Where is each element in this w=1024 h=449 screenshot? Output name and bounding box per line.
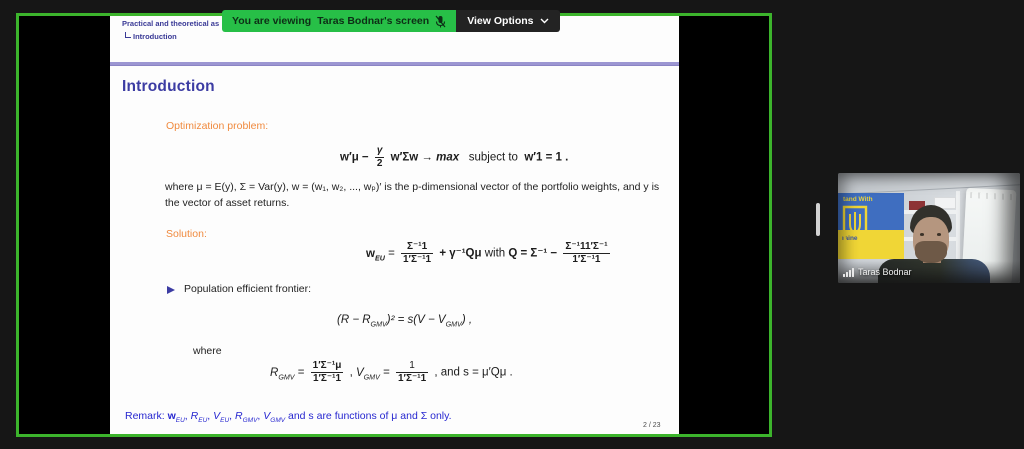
person-beard (915, 241, 947, 263)
gmv-formula: $R_{GMV}$ = $\frac{\text{1′Σ⁻¹μ}}{\text{1′Σ⁻¹1}}$ , $V_{GMV}$ = $\frac{1}{\text{1′Σ⁻¹1}}$ , and s = μ′Qμ . (270, 360, 513, 384)
wall-line (838, 184, 1020, 195)
muted-mic-icon (435, 15, 446, 28)
flag-text-top: tand With (843, 196, 873, 203)
panel-collapse-handle[interactable] (816, 203, 820, 236)
person-hair (910, 205, 952, 237)
person-face (913, 217, 949, 261)
view-options-button[interactable]: View Options (456, 10, 559, 32)
slide-breadcrumb-section: Introduction (125, 32, 177, 41)
viewing-banner (222, 10, 456, 32)
presentation-slide (110, 16, 679, 434)
fraction: $\frac{\text{Σ⁻¹1}}{\text{1′Σ⁻¹1}}$ (402, 241, 432, 265)
slide-header-rule (110, 62, 679, 66)
where-label: where (193, 345, 222, 357)
remark-line: Remark: $w_{EU}$, $R_{EU}$, $V_{EU}$, $R_{GMV}$, $V_{GMV}$ and s are functions of μ and Σ only. (125, 410, 452, 425)
trident-emblem-icon (840, 205, 870, 253)
fraction: $\frac{\text{Σ⁻¹11′Σ⁻¹}}{\text{1′Σ⁻¹1}}$ (565, 241, 608, 265)
shelf (904, 237, 960, 241)
frontier-bullet-label: Population efficient frontier: (184, 283, 312, 295)
person-eye (937, 233, 941, 236)
slide-title: Introduction (122, 78, 215, 95)
chevron-down-icon (540, 18, 549, 24)
person-eye (920, 233, 924, 236)
shelf-books (934, 197, 956, 209)
solution-label: Solution: (166, 228, 207, 240)
slide-breadcrumb-title: Practical and theoretical as (122, 19, 220, 28)
ukraine-flag (838, 193, 904, 259)
frontier-formula: $(R - R_{GMV})^2 = s(V - V_{GMV})$ , (337, 314, 473, 329)
fraction: $\frac{1}{\text{1′Σ⁻¹1}}$ (398, 360, 427, 384)
shelf-side (956, 191, 960, 263)
shelf (904, 210, 960, 214)
video-name-bar (838, 261, 1020, 283)
definitions-paragraph: where μ = E(y), Σ = Var(y), w = (w₁, w₂, ..., wₚ)′ is the p-dimensional vector of the portfolio weights, and y is the vector of asset returns. (165, 181, 660, 209)
fraction: $\frac{\gamma}{2}$ (376, 145, 383, 169)
solution-formula: $w_{EU}$ = $\frac{\text{Σ⁻¹1}}{\text{1′Σ⁻¹1}}$ + γ⁻¹Qμ with Q = Σ⁻¹ − $\frac{\text{Σ⁻¹11′Σ⁻¹}}{\text{1′Σ⁻¹1}}$ (366, 241, 608, 265)
bullet-triangle-icon (167, 286, 175, 294)
optimization-problem-label: Optimization problem: (166, 120, 269, 132)
objective-formula: w′μ − $\frac{\gamma}{2}$ w′Σw → max subject to w′1 = 1 . (340, 145, 569, 169)
fraction: $\frac{\text{1′Σ⁻¹μ}}{\text{1′Σ⁻¹1}}$ (312, 360, 342, 384)
participant-name-label: Taras Bodnar (858, 267, 912, 277)
viewing-banner-prefix: You are viewing (232, 15, 312, 27)
screen-share-banner (222, 10, 560, 32)
signal-strength-icon (843, 268, 854, 277)
page-number: 2 / 23 (643, 422, 661, 429)
tree-branch-icon (125, 32, 131, 38)
viewing-banner-subject: Taras Bodnar's screen (317, 15, 430, 27)
participant-video-thumbnail[interactable] (838, 173, 1020, 283)
flag-text-bottom: raine (842, 235, 858, 242)
shelf-item (909, 201, 925, 210)
shared-screen-region (16, 13, 772, 437)
